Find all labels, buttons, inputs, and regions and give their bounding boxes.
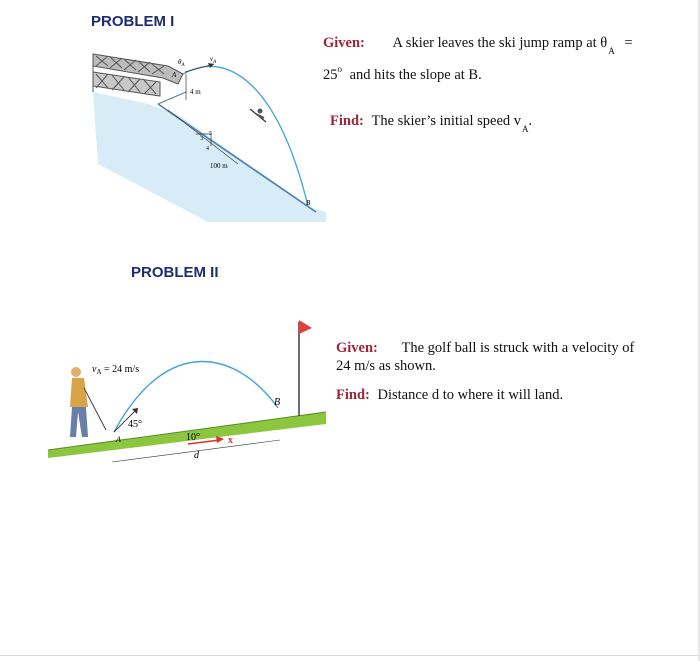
slope-hyp-label: 5 <box>209 131 212 137</box>
find-sub: A <box>522 124 529 134</box>
problem-1-given <box>323 34 678 54</box>
flag-icon <box>299 320 312 334</box>
find-end: . <box>528 113 533 129</box>
slope-angle-label: 10° <box>186 432 200 443</box>
velocity-label: $v_A = 24$ m/s <box>92 364 140 376</box>
given-text-a: A skier leaves the ski jump ramp at θ <box>392 35 608 51</box>
given-eq: = <box>624 35 633 51</box>
given-sup: o <box>337 64 342 74</box>
problem-2-heading: PROBLEM II <box>131 264 219 281</box>
distance-label: d <box>194 450 199 461</box>
golfer-icon <box>70 367 106 437</box>
point-b-label: B <box>306 199 311 207</box>
given-angle: 25 <box>323 67 338 83</box>
slope-run-label: 4 <box>206 146 209 152</box>
golf-figure <box>48 312 328 482</box>
x-axis-label: x <box>228 435 233 446</box>
problem-2-find <box>336 386 563 406</box>
given-label: Given: <box>336 340 378 356</box>
point-a-label: A <box>116 435 121 444</box>
snow-slope-shade <box>93 92 326 222</box>
given-label: Given: <box>323 35 365 51</box>
problem-1-find <box>330 112 532 132</box>
problem-2-given <box>336 339 676 359</box>
slope-rise-label: 3 <box>200 136 203 142</box>
x-axis-arrowhead <box>216 436 224 443</box>
bottom-edge <box>0 655 700 656</box>
point-a-label: A <box>172 71 177 79</box>
problem-1-heading: PROBLEM I <box>91 13 175 30</box>
ski-jump-figure <box>88 44 328 244</box>
slope-top-edge <box>158 92 186 104</box>
problem-2-given-line2: 24 m/s as shown. <box>336 358 436 374</box>
velocity-label: $v_A$ <box>210 55 217 65</box>
given-text-c: and hits the slope at B. <box>349 67 482 83</box>
distance-label: 100 m <box>210 162 228 170</box>
ground-edge <box>48 412 326 450</box>
given-sub: A <box>608 46 615 56</box>
point-b-label: B <box>274 397 281 408</box>
theta-label: $\theta_A$ <box>178 58 185 68</box>
problem-1-given-line2 <box>323 66 482 86</box>
find-text: The skier’s initial speed v <box>371 113 521 129</box>
launch-angle-label: 45° <box>128 419 142 430</box>
find-text: Distance d to where it will land. <box>377 387 564 403</box>
find-label: Find: <box>336 387 370 403</box>
given-text-a: The golf ball is struck with a velocity of <box>401 340 635 356</box>
height-label: 4 m <box>190 88 201 96</box>
skier-icon <box>250 109 266 123</box>
find-label: Find: <box>330 113 364 129</box>
ramp-truss <box>93 54 183 96</box>
